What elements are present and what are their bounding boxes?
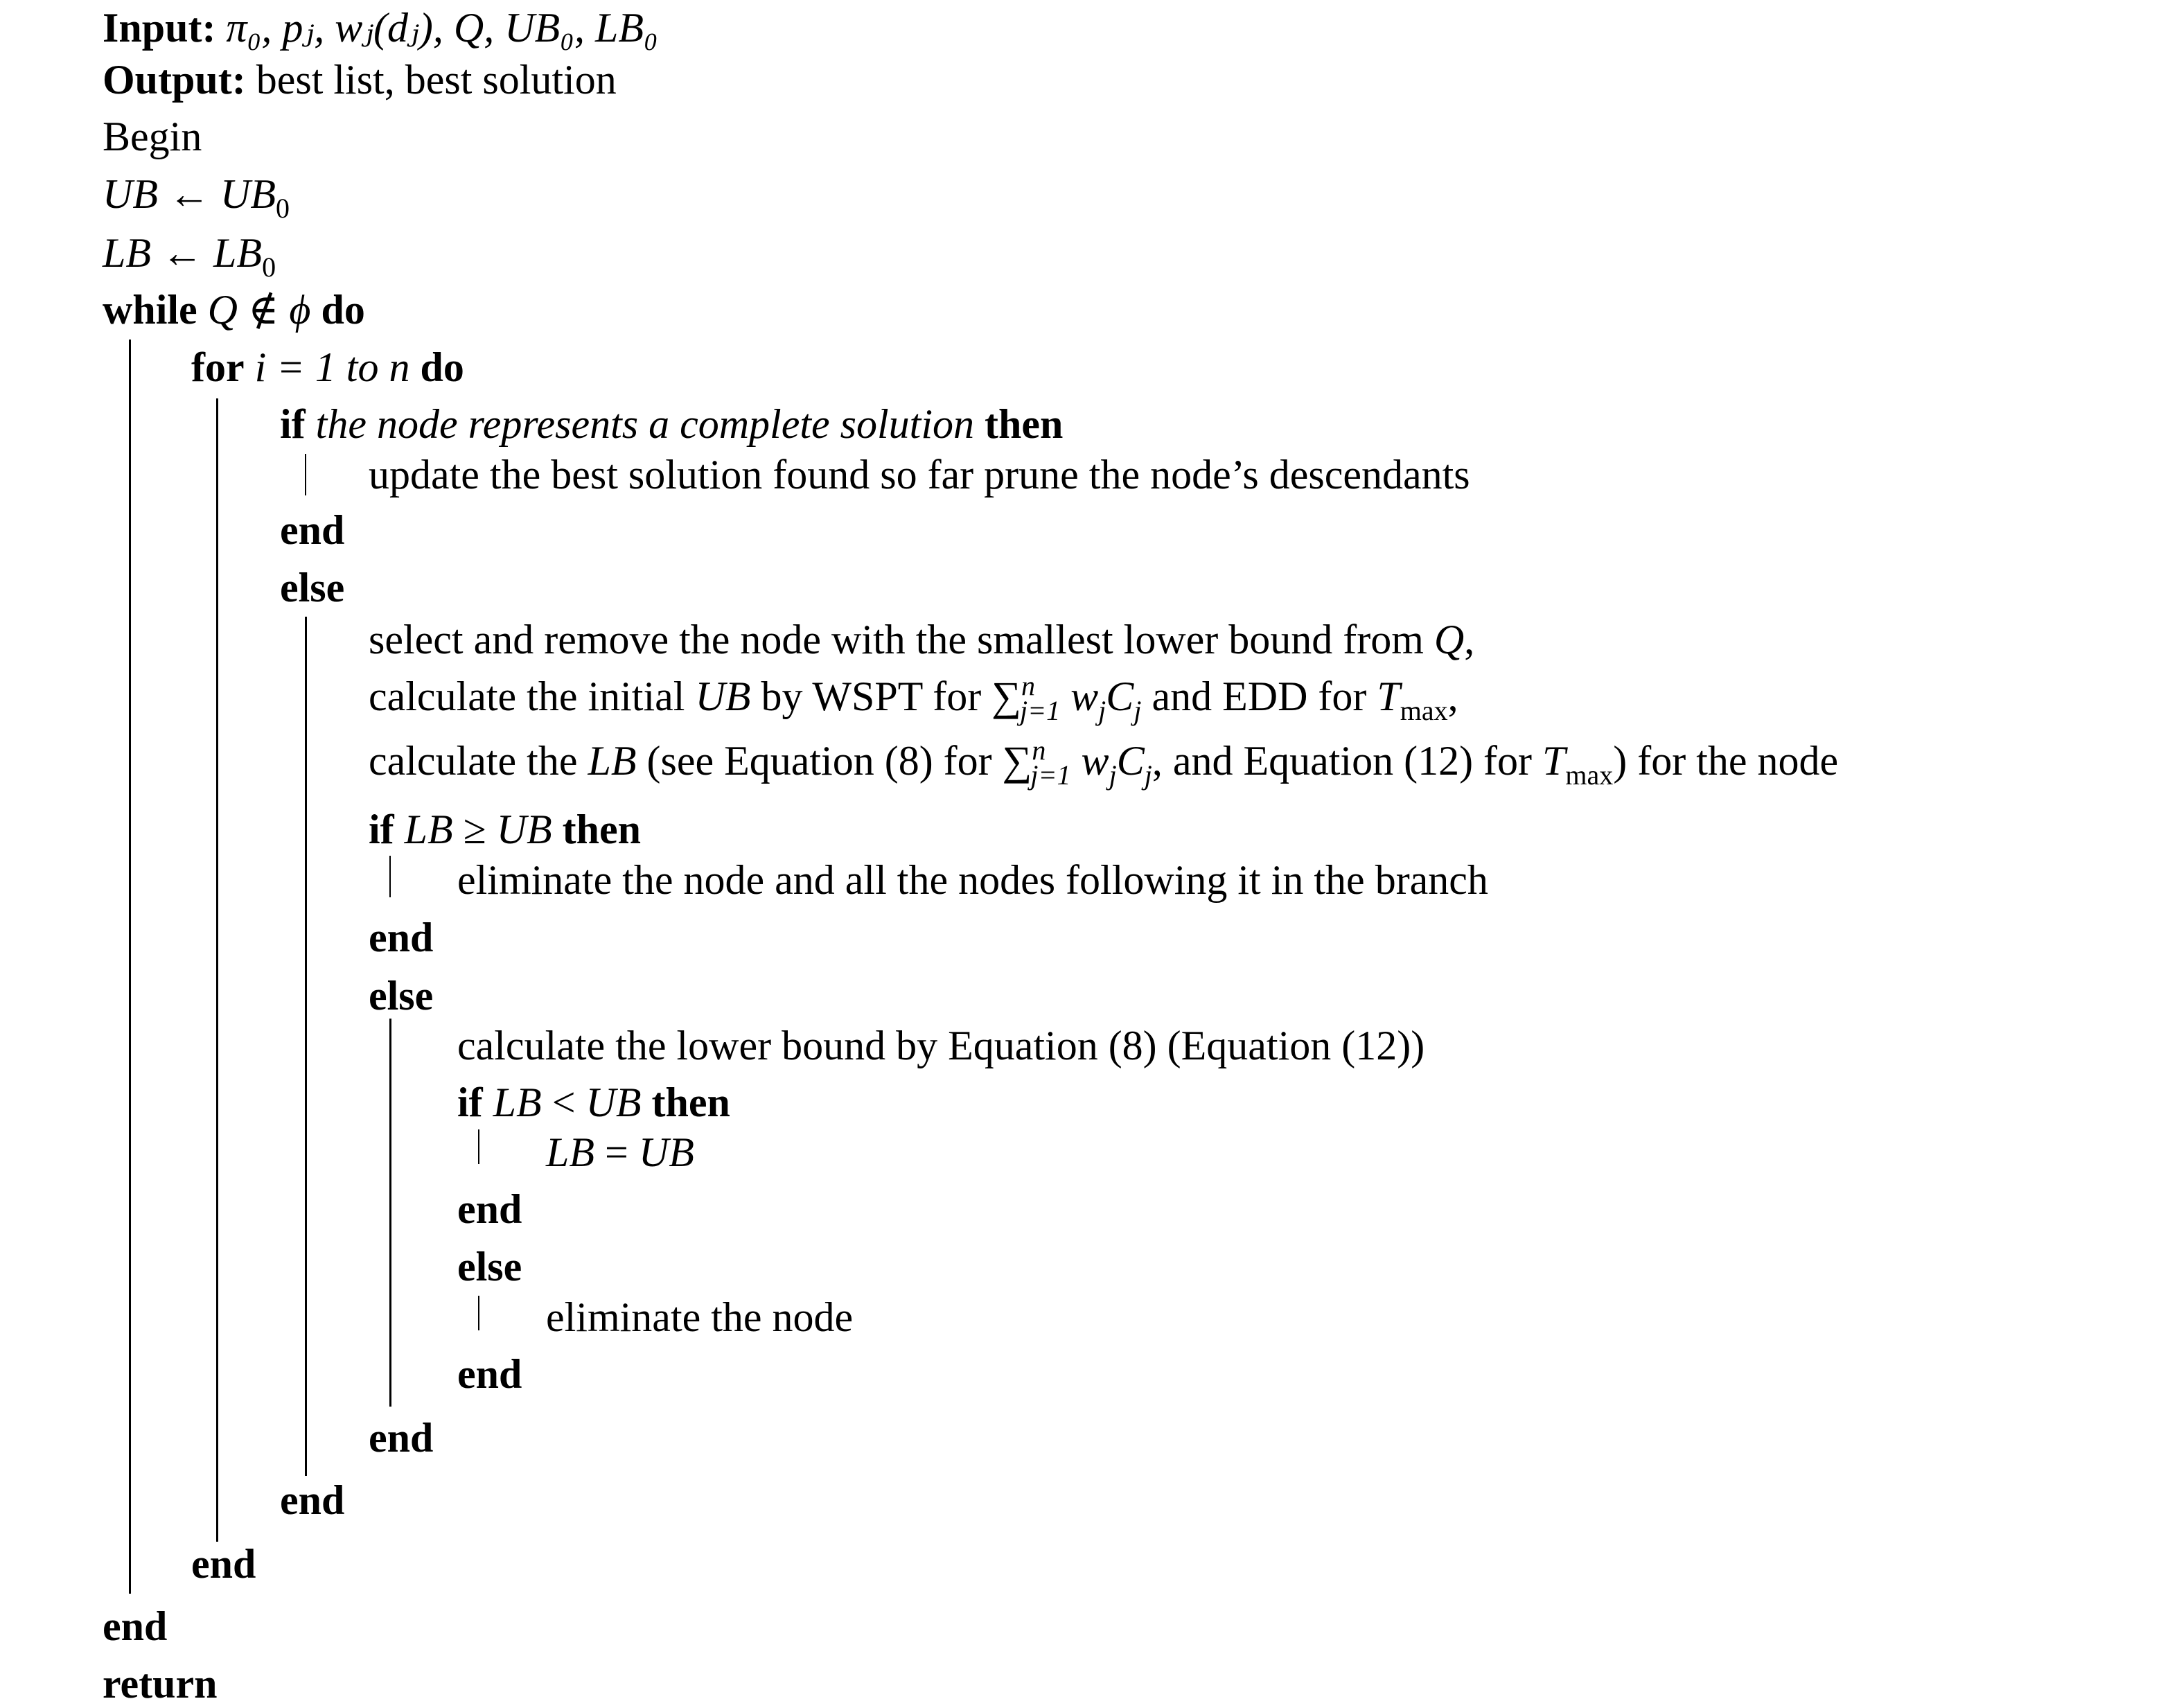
end-if1-line: end [280, 507, 345, 553]
eliminate-branch-line: eliminate the node and all the nodes following it in the branch [457, 857, 1488, 903]
else3-body-bar [478, 1296, 479, 1330]
else1-line: else [280, 565, 345, 610]
output-text: best list, best solution [256, 57, 617, 103]
calc-lb-line: calculate the LB (see Equation (8) for ∑$^n_{j=1}$ $w_jC_j$, and Equation (12) for $T_{max}$) for the node [369, 734, 1839, 791]
else3-line: else [457, 1244, 522, 1289]
eliminate-node-line: eliminate the node [546, 1294, 854, 1340]
return-line: return [103, 1661, 218, 1707]
select-remove-line: select and remove the node with the smallest lower bound from Q, [369, 617, 1475, 662]
if1-body-bar [305, 454, 306, 495]
calc-lower-bound-line: calculate the lower bound by Equation (8) (Equation (12)) [457, 1023, 1425, 1068]
end-if3-line: end [457, 1186, 522, 1232]
end-for-line: end [191, 1541, 256, 1587]
end-while-line: end [103, 1603, 168, 1649]
end-if2-line: end [369, 915, 434, 960]
begin-text: Begin [103, 114, 202, 159]
end-else3-line: end [457, 1351, 522, 1397]
if-lb-ge-ub-line: if LB ≥ UB then [369, 807, 641, 852]
init-ub-line: UB ← $UB_0$ [103, 171, 290, 224]
input-vars: π₀, pⱼ, wⱼ(dⱼ), Q, UB₀, LB₀ [226, 5, 658, 51]
input-label: Input: [103, 5, 216, 51]
update-best-line: update the best solution found so far prune the node’s descendants [369, 452, 1470, 498]
if-complete-line: if the node represents a complete solution then [280, 401, 1064, 447]
for-line: for i = 1 to n do [191, 344, 464, 390]
else2-block-bar [389, 1019, 391, 1407]
while-line: while Q ∉ ϕ do [103, 287, 365, 333]
if2-body-bar [389, 856, 391, 897]
input-line [103, 3, 658, 52]
while-block-bar [129, 340, 131, 1594]
begin-line [103, 112, 202, 161]
for-block-bar [216, 398, 218, 1542]
else2-line: else [369, 973, 434, 1019]
end-else2-line: end [369, 1415, 434, 1461]
end-else1-line: end [280, 1477, 345, 1523]
init-lb-line: LB ← $LB_0$ [103, 230, 276, 283]
output-label: Output: [103, 57, 246, 103]
if3-body-bar [478, 1129, 479, 1164]
output-line [103, 55, 617, 104]
calc-initial-ub-line: calculate the initial UB by WSPT for ∑$^n_{j=1}$ $w_jC_j$ and EDD for $T_{max}$, [369, 670, 1458, 726]
set-lb-ub-line: LB = UB [546, 1129, 694, 1175]
if-lb-lt-ub-line: if LB < UB then [457, 1080, 730, 1125]
else1-block-bar [305, 617, 307, 1476]
